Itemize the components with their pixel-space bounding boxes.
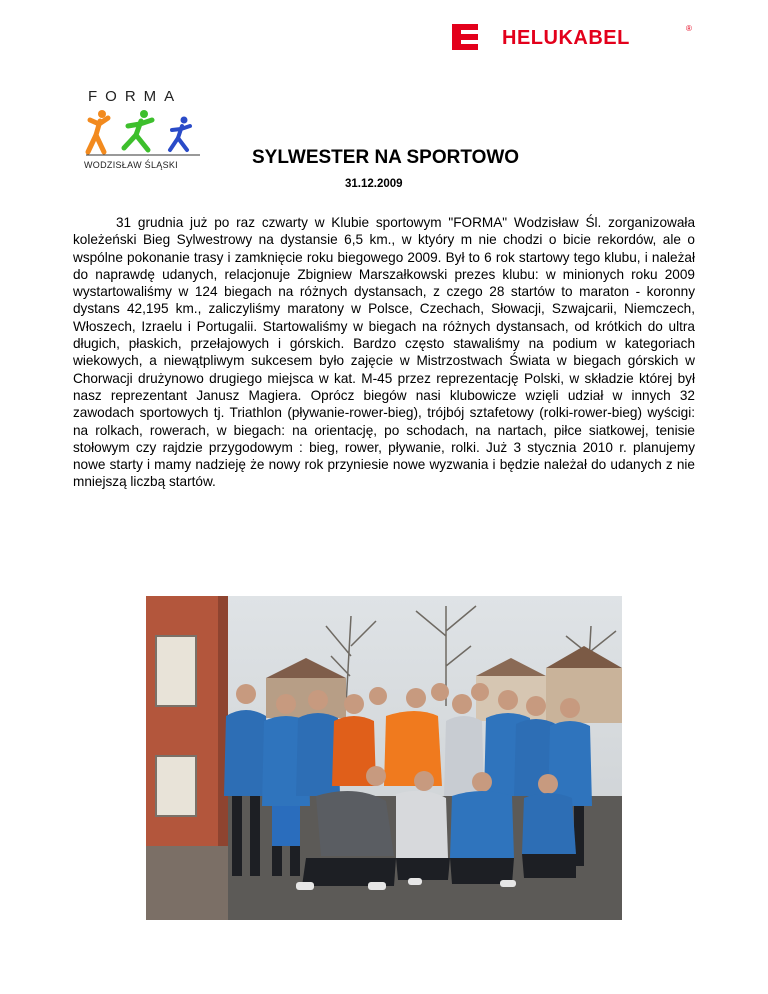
forma-logo-title: FORMA: [88, 88, 183, 105]
article-date: 31.12.2009: [345, 178, 403, 190]
helukabel-wordmark: HELUKABEL: [502, 27, 630, 49]
article-title: SYLWESTER NA SPORTOWO: [252, 147, 520, 168]
group-photo: [146, 596, 622, 920]
helukabel-mark-icon: [452, 24, 478, 50]
registered-mark: ®: [686, 24, 692, 33]
running-figures-icon: [84, 108, 202, 156]
article-body: 31 grudnia już po raz czwarty w Klubie sportowym "FORMA" Wodzisław Śl. zorganizowała koleżeński Bieg Sylwestrowy na dystansie 6,5 km., w ktyóry m nie chodzi o bicie rekordów, ale o wspólne pokonanie trasy i zamknięcie roku biegowego 2009. Był to 6 rok startowy tego klubu, i należał do naprawdę udanych, relacjonuje Zbigniew Marszałkowski prezes klubu: w minionych roku 2009 wystartowaliśmy w 124 biegach na różnych dystansach, z czego 28 startów to maraton - koronny dystans 42,195 km., zaliczyliśmy maratony w Polsce, Czechach, Słowacji, Szwajcarii, Niemczech, Włoszech, Izraelu i Portugalii. Startowaliśmy w biegach na różnych dystansach, od krótkich do ultra długich, płaskich, przełajowych i górskich. Bardzo często stawaliśmy na podium w kategoriach wiekowych, a niewątpliwym sukcesem było zajęcie w Mistrzostwach Świata w biegach górskich w Chorwacji drużynowo drugiego miejsca w kat. M-45 przez reprezentację Polski, w składzie której był nasz reprezentant Janusz Magiera. Oprócz biegów nasi klubowicze wzięli udział w innych 32 zawodach sportowych tj. Triathlon (pływanie-rower-bieg), trójbój sztafetowy (rolki-rower-bieg) wyścigi: na rolkach, rowerach, w biegach: na orientację, po schodach, na nartach, piłce siatkowej, tenisie stołowym czy rajdzie przygodowym : bieg, rower, pływanie, rolki. Już 3 stycznia 2010 r. planujemy nowe starty i mamy nadzieję że nowy rok przyniesie nowe wyzwania i będzie należał do udanych z nie mniejszą liczbą startów.: [73, 215, 695, 490]
forma-logo-city: WODZISŁAW ŚLĄSKI: [84, 160, 178, 170]
forma-club-logo: [84, 88, 204, 178]
helukabel-logo: [452, 24, 697, 50]
